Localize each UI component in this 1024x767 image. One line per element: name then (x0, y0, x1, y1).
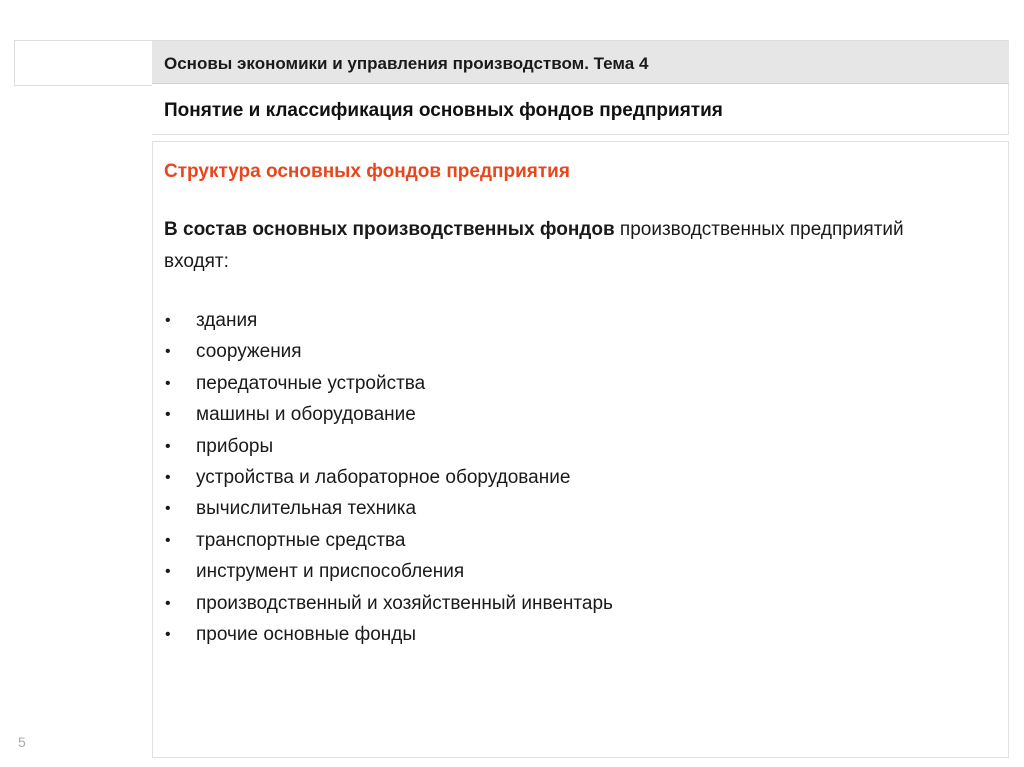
list-item-label: прочие основные фонды (196, 623, 417, 645)
list-item (164, 462, 613, 493)
bullet-icon: • (165, 625, 171, 643)
list-item-label: вычислительная техника (196, 498, 417, 520)
bullet-icon: • (165, 500, 171, 518)
intro-paragraph (164, 214, 964, 278)
list-item (164, 493, 613, 524)
bullet-icon: • (165, 531, 171, 549)
list-item (164, 588, 613, 619)
list-item-label: приборы (196, 435, 274, 457)
course-header (152, 40, 1009, 84)
bullet-icon: • (165, 437, 171, 455)
bullet-icon: • (165, 468, 171, 486)
list-item (164, 431, 613, 462)
bullet-icon: • (165, 343, 171, 361)
bullet-icon: • (165, 563, 171, 581)
list-item-label: здания (196, 310, 258, 331)
list-item (164, 305, 613, 336)
bullet-icon: • (165, 374, 171, 392)
list-item-label: производственный и хозяйственный инвентарь (196, 592, 613, 614)
list-item-label: устройства и лабораторное оборудование (196, 466, 571, 488)
bullet-icon: • (165, 406, 171, 424)
topic-header (152, 84, 1009, 135)
list-item-label: транспортные средства (196, 529, 406, 551)
bullet-icon: • (165, 312, 171, 329)
list-item-label: машины и оборудование (196, 404, 416, 426)
intro-text: производственных предприятий входят: (164, 219, 904, 272)
topic-title: Понятие и классификация основных фондов предприятия (164, 100, 723, 121)
intro-bold-text: В состав основных производственных фондов (164, 219, 615, 240)
fixed-assets-list (164, 305, 613, 650)
slide-content (152, 141, 1009, 758)
page-number: 5 (18, 734, 26, 750)
list-item (164, 525, 613, 556)
course-title: Основы экономики и управления производством. Тема 4 (164, 54, 649, 73)
section-heading: Структура основных фондов предприятия (164, 161, 570, 182)
list-item (164, 368, 613, 399)
list-item (164, 619, 613, 650)
list-item-label: сооружения (196, 341, 302, 363)
list-item (164, 556, 613, 587)
list-item-label: передаточные устройства (196, 372, 426, 394)
list-item (164, 399, 613, 430)
bullet-icon: • (165, 594, 171, 612)
header-corner-box (14, 40, 153, 86)
list-item (164, 336, 613, 367)
list-item-label: инструмент и приспособления (196, 561, 465, 583)
